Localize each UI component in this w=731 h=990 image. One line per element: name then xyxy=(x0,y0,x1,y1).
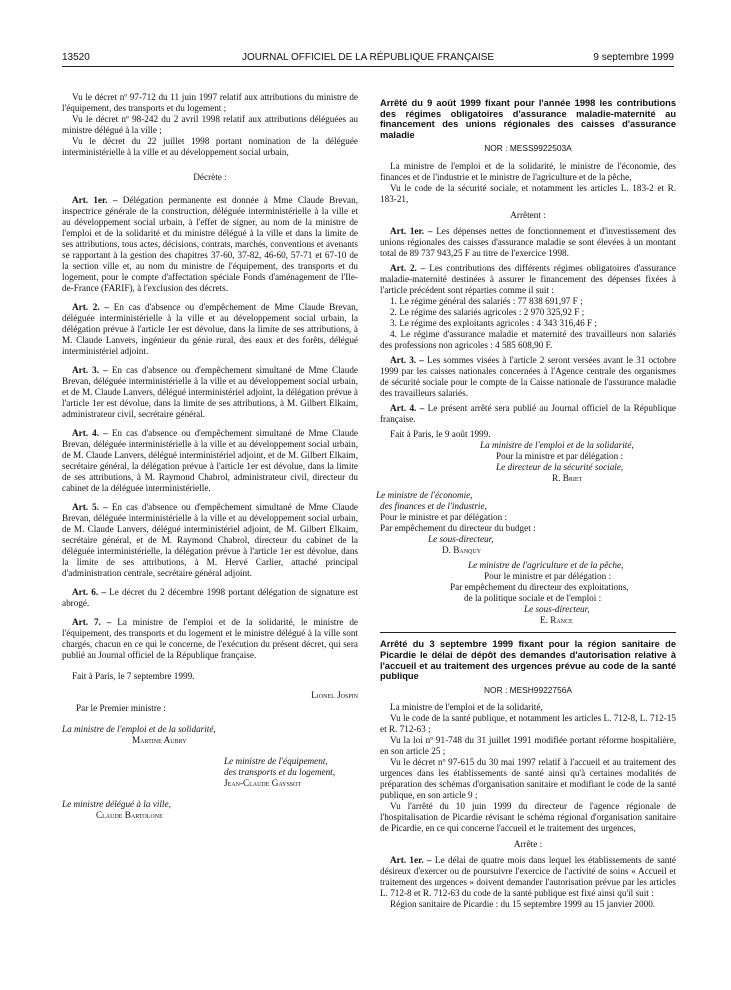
signatory-title: Le sous-directeur, xyxy=(524,604,590,615)
signatory-title: Par le Premier ministre : xyxy=(76,703,166,713)
article-number: Art. 6. – xyxy=(72,587,106,597)
article-number: Art. 1er. – xyxy=(390,854,432,865)
signatory-title: Le ministre délégué à la ville, xyxy=(62,799,171,809)
article xyxy=(62,365,358,420)
list-item: 3. Le régime des exploitants agricoles : 4 343 316,46 F ; xyxy=(390,318,597,329)
vu-paragraph: Vu le décret nº 97-615 du 30 mai 1997 relatif à l'accueil et au traitement des urgences dans les établissements de santé ainsi qu'à certaines modalités de préparation des schémas d'organisation sanitaire et modifiant le code de la santé publique, en son article 9 ; xyxy=(380,756,676,800)
signatory-title: Pour le ministre et par délégation : xyxy=(380,512,508,523)
left-column xyxy=(62,92,358,821)
article-number: Art. 5. – xyxy=(72,502,108,512)
article-text: En cas d'absence ou d'empêchement de Mme Claude Brevan, déléguée interministérielle à la ville et au développement social urbain, la délégation prévue à l'article 1er est dévolue, dans la limite de ses attributions, à M. Claude Lanvers, ingénieur du génie rural, des eaux et des forêts, délégué interministériel adjoint. xyxy=(62,302,359,356)
article-text: La ministre de l'emploi et de la solidarité, le ministre de l'équipement, des transports et du logement et le ministre délégué à la ville sont chargés, chacun en ce qui le concerne, de l'exécution du présent décret, qui sera publié au Journal officiel de la République française. xyxy=(62,617,359,660)
preamble: La ministre de l'emploi et de la solidarité, xyxy=(390,701,543,712)
article-text: Délégation permanente est donnée à Mme Claude Brevan, inspectrice générale de la construction, déléguée interministérielle à la ville et au développement social urbain, à l'effet de signer, au nom de la ministre de l'emploi et de la solidarité et du ministre délégué à la ville et dans la limite de ses attributions, tous actes, décisions, contrats, marchés, conventions et avenants se rapportant à la gestion des chapitres 37-60, 37-82, 46-60, 57-71 et 67-10 de la section ville et, au nom du ministre de l'équipement, des transports et du logement, pour le compte d'affectation spéciale Fonds d'aménagement de l'Ile-de-France (FARIF), à l'exclusion des décrets. xyxy=(62,195,359,293)
article xyxy=(380,403,676,425)
page-header xyxy=(62,52,674,66)
signatory-title: Par empêchement du directeur du budget : xyxy=(380,523,536,534)
arrete-title: Arrêté du 9 août 1999 fixant pour l'année 1998 les contributions des régimes obligatoires d'assurance maladie-maternité au financement des unions régionales des caisses d'assurance maladie xyxy=(380,98,676,140)
article-number: Art. 2. – xyxy=(390,263,426,274)
arrete-heading: Arrête : xyxy=(513,838,543,849)
vu-paragraph: Vu le décret du 22 juillet 1998 portant nomination de la déléguée interministérielle à la ville et au développement social urbain, xyxy=(62,136,358,157)
signatory-name: Lionel Jospin xyxy=(311,690,358,700)
article xyxy=(380,226,676,259)
article xyxy=(380,355,676,399)
signatory-name: R. Briet xyxy=(552,473,583,484)
signatory-title: La ministre de l'emploi et de la solidarité, xyxy=(480,440,634,451)
list-item: 2. Le régime des salariés agricoles : 2 970 325,92 F ; xyxy=(390,307,585,318)
article xyxy=(62,195,358,294)
signatory-name: Claude Bartolone xyxy=(96,810,163,820)
signatory-title: Le sous-directeur, xyxy=(428,534,494,545)
article-text: En cas d'absence ou d'empêchement simultané de Mme Claude Brevan, déléguée interministérielle à la ville et au développement social urbain, et de M. Claude Lanvers, délégué interministériel adjoint, la délégation prévue à l'article 1er est dévolue, dans la limite de ses attributions, à M. Gilbert Elkaim, administrateur civil, secrétaire général. xyxy=(62,365,358,419)
vu-paragraph: Vu l'arrêté du 10 juin 1999 du directeur de l'agence régionale de l'hospitalisation de Picardie révisant le schéma régional d'organisation sanitaire de Picardie, en ce qui concerne l'accueil et le traitement des urgences, xyxy=(380,800,676,833)
article-text: Le présent arrêté sera publié au Journal officiel de la République française. xyxy=(380,403,676,425)
article xyxy=(62,587,358,609)
signatory-title: des transports et du logement, xyxy=(224,767,336,777)
article-number: Art. 7. – xyxy=(72,617,112,627)
signatory-title: Le ministre de l'économie, xyxy=(376,490,473,501)
signatory-title: Le ministre de l'équipement, xyxy=(224,756,328,766)
vu-paragraph: Vu le code de la santé publique, et notamment les articles L. 712-8, L. 712-15 et R. 712-63 ; xyxy=(380,712,676,734)
nor-reference: NOR : MESH9922756A xyxy=(484,684,572,695)
signatory-title: de la politique sociale et de l'emploi : xyxy=(464,593,602,604)
arrete-title: Arrêté du 3 septembre 1999 fixant pour la région sanitaire de Picardie le délai de dépôt des demandes d'autorisation relative à l'accueil et au traitement des urgences prévue au code de la santé publique xyxy=(380,639,676,682)
decrete-heading: Décrète : xyxy=(193,172,227,182)
fait-line: Fait à Paris, le 9 août 1999. xyxy=(390,429,491,440)
preamble: La ministre de l'emploi et de la solidarité, le ministre de l'économie, des finances et de l'industrie et le ministre de l'agriculture et de la pêche, xyxy=(380,161,676,183)
header-rule xyxy=(62,66,674,67)
signatory-title: La ministre de l'emploi et de la solidarité, xyxy=(62,724,216,734)
signatory-title: Pour le ministre et par délégation : xyxy=(484,571,612,582)
article xyxy=(380,855,676,899)
article-text: Les dépenses nettes de fonctionnement et d'investissement des unions régionales des caisses d'assurance maladie se sont élevées à un montant total de 89 737 943,25 F au titre de l'exercice 1998. xyxy=(380,226,676,259)
article-text: Le délai de quatre mois dans lequel les établissements de santé désireux d'exercer ou de poursuivre l'exercice de l'activité de soins « Accueil et traitement des urgences » doivent demander l'autorisation prévue par les articles L. 712-8 et R. 712-63 du code de la santé publique est fixé ainsi qu'il suit : xyxy=(380,854,676,898)
vu-paragraph: Vu la loi nº 91-748 du 31 juillet 1991 modifiée portant réforme hospitalière, en son article 25 ; xyxy=(380,734,676,756)
article xyxy=(62,302,358,357)
article-text: En cas d'absence ou d'empêchement simultané de Mme Claude Brevan, déléguée interministérielle à la ville et au développement social urbain, de M. Claude Lanvers, délégué interministériel adjoint, et de M. Gilbert Elkaim, secrétaire général, la délégation prévue à l'article 1er est dévolue, dans la limite de ses attributions, à M. Raymond Chabrol, administrateur civil, directeur du cabinet de la déléguée interministérielle. xyxy=(62,428,358,493)
signatory-title: des finances et de l'industrie, xyxy=(380,501,487,512)
article-number: Art. 4. – xyxy=(390,403,425,414)
section-divider xyxy=(380,632,676,633)
signatory-title: Le ministre de l'agriculture et de la pêche, xyxy=(468,560,624,571)
article xyxy=(62,428,358,494)
article-text: En cas d'absence ou d'empêchement simultané de Mme Claude Brevan, déléguée interministérielle à la ville et au développement social urbain, de M. Claude Lanvers, délégué interministériel adjoint, de M. Gilbert Elkaim, secrétaire général, et de M. Raymond Chabrol, directeur du cabinet de la déléguée interministérielle, la délégation prévue à l'article 1er est dévolue, dans la limite de ses attributions, à M. Hervé Carlier, attaché principal d'administration centrale, secrétaire général adjoint. xyxy=(62,502,358,578)
right-column xyxy=(376,98,677,910)
article-number: Art. 3. – xyxy=(72,365,108,375)
nor-reference: NOR : MESS9922503A xyxy=(484,143,572,154)
article-number: Art. 3. – xyxy=(390,355,424,366)
article xyxy=(380,263,676,296)
signatory-title: Par empêchement du directeur des exploitations, xyxy=(450,582,629,593)
signatory-name: D. Banquy xyxy=(442,545,482,556)
arretent-heading: Arrêtent : xyxy=(510,210,546,221)
fait-line: Fait à Paris, le 7 septembre 1999. xyxy=(72,671,195,681)
list-item: 1. Le régime général des salariés : 77 838 691,97 F ; xyxy=(390,296,583,307)
signatory-title: Le directeur de la sécurité sociale, xyxy=(496,462,624,473)
vu-paragraph: Vu le code de la sécurité sociale, et notamment les articles L. 183-2 et R. 183-21, xyxy=(380,183,676,205)
article xyxy=(62,617,358,661)
signatory-title: Pour la ministre et par délégation : xyxy=(496,451,624,462)
article-number: Art. 1er. – xyxy=(390,226,433,237)
vu-paragraph: Vu le décret nº 98-242 du 2 avril 1998 relatif aux attributions déléguées au ministre délégué à la ville ; xyxy=(62,114,358,135)
article-number: Art. 1er. – xyxy=(72,195,118,205)
article-text: Le décret du 2 décembre 1998 portant délégation de signature est abrogé. xyxy=(62,587,358,608)
issue-date: 9 septembre 1999 xyxy=(593,52,674,63)
signatory-name: E. Rance xyxy=(540,615,573,626)
signatory-name: Martine Aubry xyxy=(132,735,187,745)
signatory-name: Jean-Claude Gayssot xyxy=(224,778,302,788)
journal-title: JOURNAL OFFICIEL DE LA RÉPUBLIQUE FRANÇAISE xyxy=(241,52,495,63)
article-text: Les contributions des différents régimes obligatoires d'assurance maladie-maternité destinées à assurer le financement des dépenses fixées à l'article précédent sont réparties comme il suit : xyxy=(380,263,676,296)
vu-paragraph: Vu le décret nº 97-712 du 11 juin 1997 relatif aux attributions du ministre de l'équipement, des transports et du logement ; xyxy=(62,92,358,113)
list-item: 4. Le régime d'assurance maladie et maternité des travailleurs non salariés des professions non agricoles : 4 585 608,90 F. xyxy=(380,329,676,351)
article xyxy=(62,502,358,579)
article-number: Art. 4. – xyxy=(72,428,108,438)
article-text: Les sommes visées à l'article 2 seront versées avant le 31 octobre 1999 par les caisses nationales concernées à l'Agence centrale des organismes de sécurité sociale pour le compte de la Caisse nationale de l'assurance maladie des travailleurs salariés. xyxy=(380,355,677,399)
article-number: Art. 2. – xyxy=(72,302,109,312)
region-line: Région sanitaire de Picardie : du 15 septembre 1999 au 15 janvier 2000. xyxy=(390,898,656,909)
page-number: 13520 xyxy=(62,52,90,63)
